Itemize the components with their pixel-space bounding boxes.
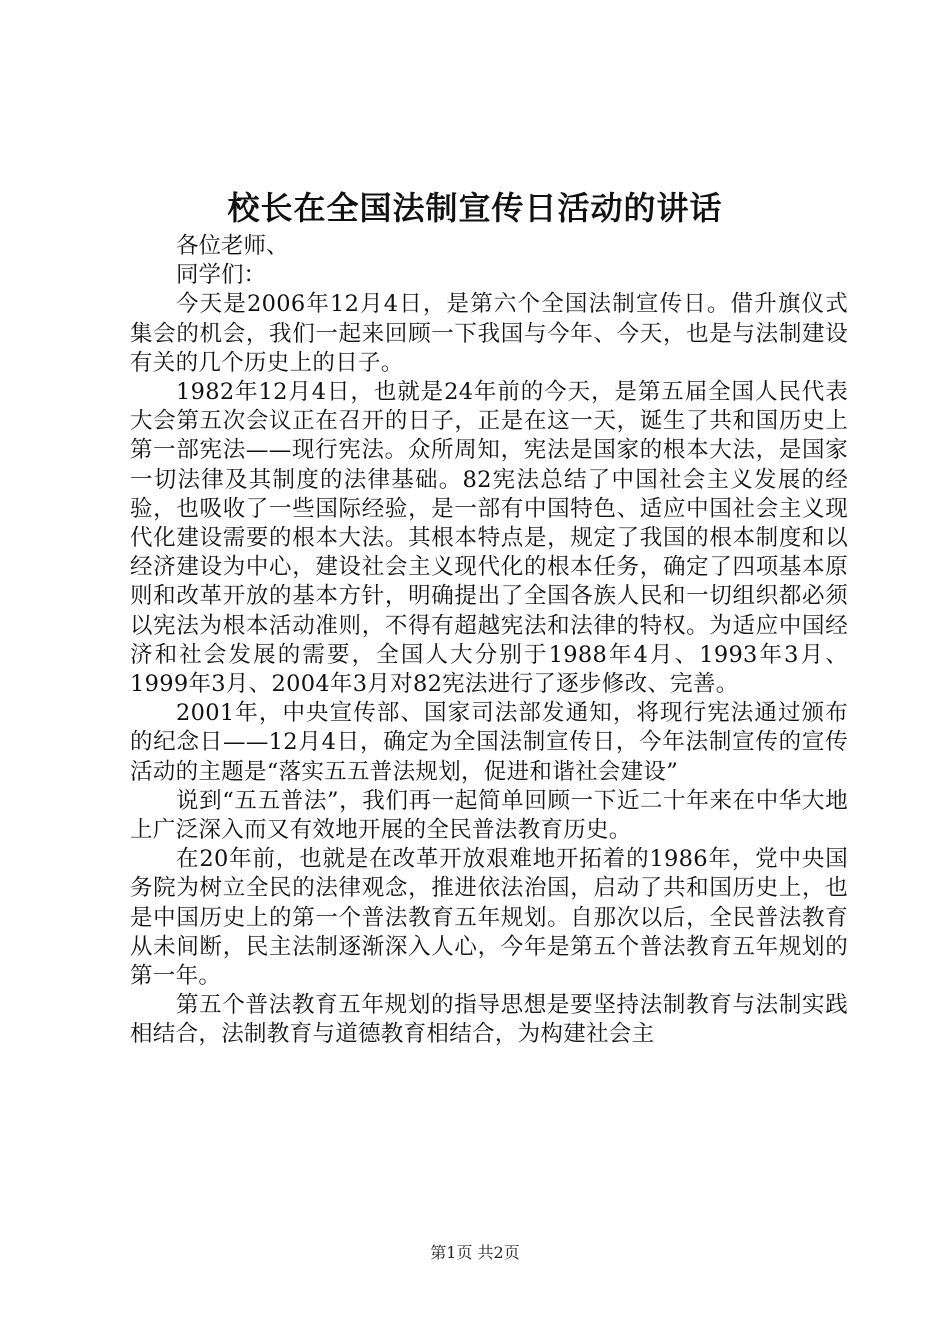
paragraph-constitution-1982: 1982年12月4日，也就是24年前的今天，是第五届全国人民代表大会第五次会议正在召开的日子，正是在这一天，诞生了共和国历史上第一部宪法——现行宪法。众所周知，宪法是国家的根本大法，是国家一切法律及其制度的法律基础。82宪法总结了中国社会主义发展的经验，也吸收了一些国际经验，是一部有中国特色、适应中国社会主义现代化建设需要的根本大法。其根本特点是，规定了我国的根本制度和以经济建设为中心，建设社会主义现代化的根本任务，确定了四项基本原则和改革开放的基本方针，明确提出了全国各族人民和一切组织都必须以宪法为根本活动准则，不得有超越宪法和法律的特权。为适应中国经济和社会发展的需要，全国人大分别于1988年4月、1993年3月、1999年3月、2004年3月对82宪法进行了逐步修改、完善。 [130,379,848,698]
paragraph-history-1986: 在20年前，也就是在改革开放艰难地开拓着的1986年，党中央国务院为树立全民的法律观念，推进依法治国，启动了共和国历史上，也是中国历史上的第一个普法教育五年规划。自那次以后，全民普法教育从未间断，民主法制逐渐深入人心，今年是第五个普法教育五年规划的第一年。 [130,846,848,990]
paragraph-guiding-ideas: 第五个普法教育五年规划的指导思想是要坚持法制教育与法制实践相结合，法制教育与道德教育相结合，为构建社会主 [130,992,848,1048]
document-title: 校长在全国法制宣传日活动的讲话 [227,189,723,227]
paragraph-five-five: 说到“五五普法”，我们再一起简单回顾一下近二十年来在中华大地上广泛深入而又有效地开展的全民普法教育历史。 [130,787,848,844]
paragraph-intro: 今天是2006年12月4日，是第六个全国法制宣传日。借升旗仪式集会的机会，我们一起来回顾一下我国与今年、今天，也是与法制建设有关的几个历史上的日子。 [130,291,848,376]
page-number-footer: 第1页 共2页 [430,1243,520,1262]
salutation-line-teachers: 各位老师、 [176,233,289,259]
paragraph-legal-day-2001: 2001年，中央宣传部、国家司法部发通知，将现行宪法通过颁布的纪念日——12月4日，确定为全国法制宣传日，今年法制宣传的宣传活动的主题是“落实五五普法规划，促进和谐社会建设” [130,700,848,785]
salutation-line-students: 同学们： [176,262,267,289]
document-body [130,232,848,1050]
